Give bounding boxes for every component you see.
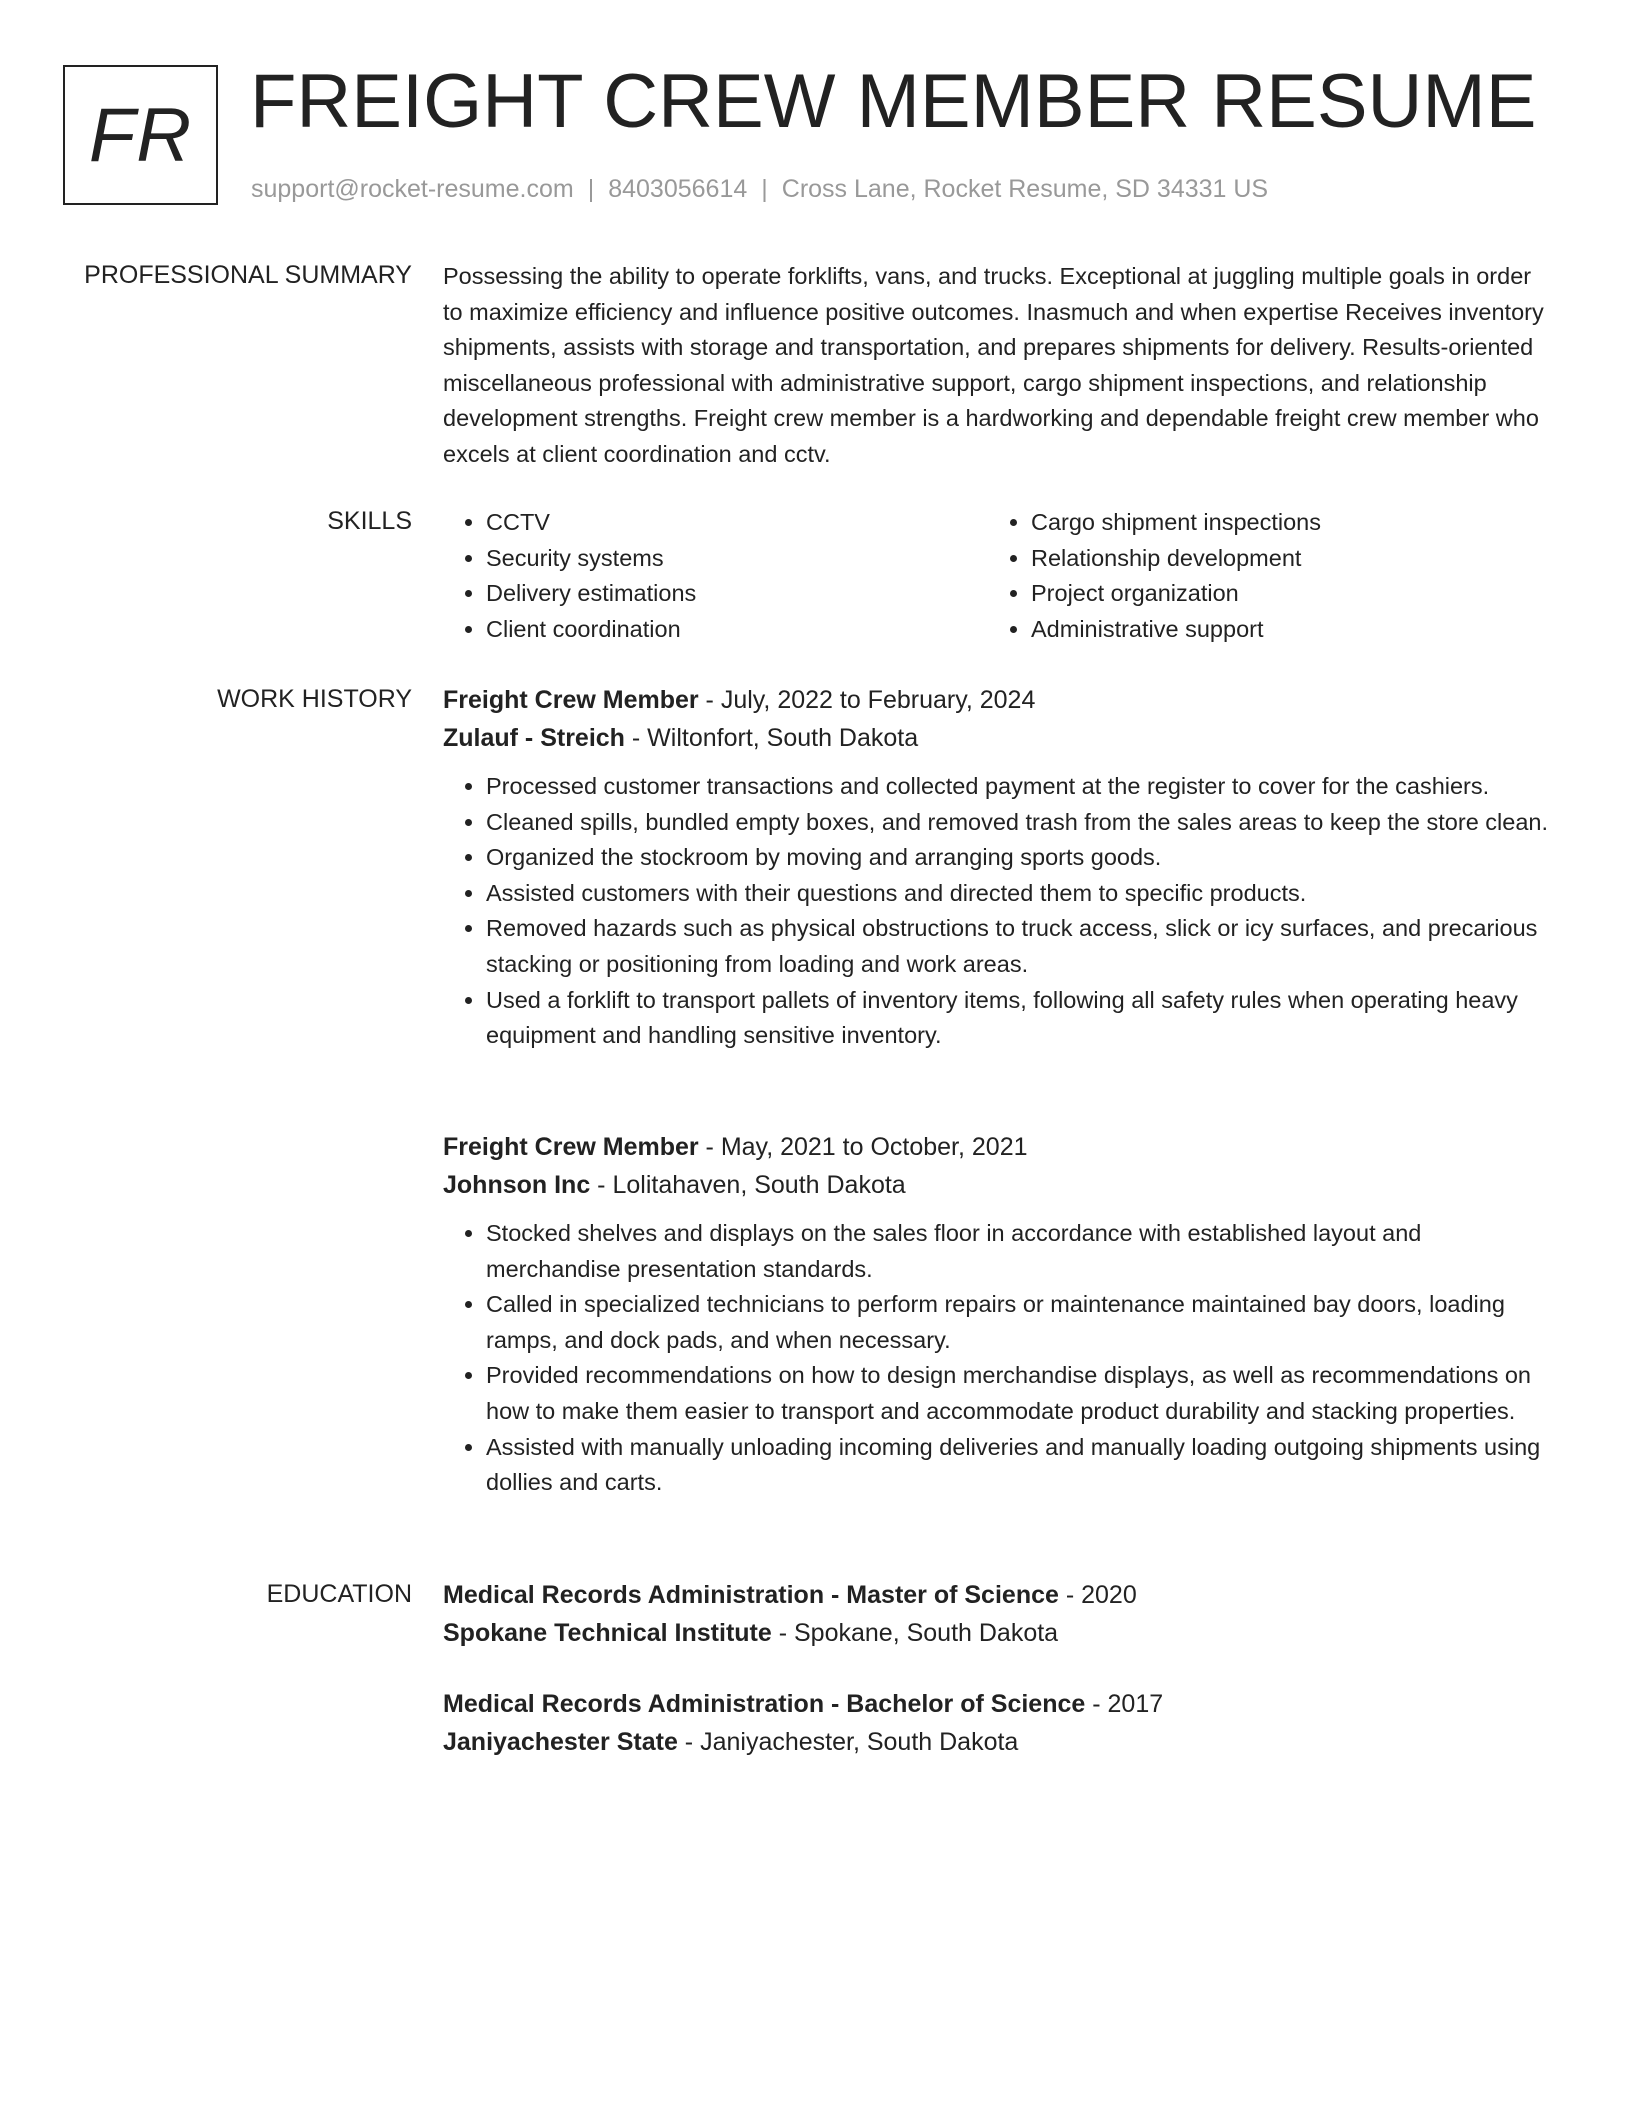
skills-label: SKILLS [327,507,412,535]
job-bullet: • Used a forklift to transport pallets of inventory items, following all safety rules when operating heavy equipment and handling sensitive inventory. [486,983,1553,1054]
job-bullet: • Provided recommendations on how to design merchandise displays, as well as recommendations on how to make them easier to transport and accommodate product durability and stacking properties. [486,1358,1553,1429]
education-school-line [443,1614,1553,1652]
job-dates: - July, 2022 to February, 2024 [698,686,1036,714]
skill-item: • Project organization [1031,576,1533,612]
job-company-line [443,1166,1553,1204]
job-bullet: • Organized the stockroom by moving and arranging sports goods. [486,840,1553,876]
skill-item: • Delivery estimations [486,576,988,612]
job-company-line [443,719,1553,757]
job-location: - Wiltonfort, South Dakota [624,724,919,752]
education-degree-line [443,1685,1553,1723]
contact-separator: | [587,175,595,203]
job-bullet: • Assisted with manually unloading incoming deliveries and manually loading outgoing shipments using dollies and carts. [486,1430,1553,1501]
education-label: EDUCATION [266,1580,412,1608]
summary-label: PROFESSIONAL SUMMARY [84,261,412,289]
job-company: Johnson Inc [443,1171,591,1199]
job-title-line [443,681,1553,719]
job-bullet: • Called in specialized technicians to perform repairs or maintenance maintained bay doors, loading ramps, and dock pads, and when necessary. [486,1287,1553,1358]
job-bullets [443,1216,1553,1501]
skill-item: • Client coordination [486,612,988,648]
job-title: Freight Crew Member [443,686,699,714]
job-title-line [443,1128,1553,1166]
contact-line [251,172,1268,206]
work-history-label: WORK HISTORY [217,685,412,713]
education-entry [443,1685,1553,1761]
job-bullet: • Assisted customers with their questions and directed them to specific products. [486,876,1553,912]
contact-address: Cross Lane, Rocket Resume, SD 34331 US [781,175,1269,203]
contact-email: support@rocket-resume.com [251,175,574,203]
job-entry [443,1128,1553,1501]
education-school-line [443,1723,1553,1761]
summary-text: Possessing the ability to operate forklifts, vans, and trucks. Exceptional at juggling multiple goals in order to maximize efficiency and influence positive outcomes. Inasmuch and when expertise Receives inventory shipments, assists with storage and transportation, and prepares shipments for delivery. Results-oriented miscellaneous professional with administrative support, cargo shipment inspections, and relationship development strengths. Freight crew member is a hardworking and dependable freight crew member who excels at client coordination and cctv. [443,263,1544,467]
education-location: - Spokane, South Dakota [771,1619,1059,1647]
resume-title: FREIGHT CREW MEMBER RESUME [250,59,1537,144]
job-company: Zulauf - Streich [443,724,625,752]
job-bullet: • Processed customer transactions and collected payment at the register to cover for the cashiers. [486,769,1553,805]
contact-separator: | [761,175,768,203]
job-title: Freight Crew Member [443,1133,699,1161]
skill-item: • Security systems [486,541,988,577]
skill-item: • Cargo shipment inspections [1031,505,1533,541]
skills-list-left [443,505,988,647]
job-bullet: • Cleaned spills, bundled empty boxes, and removed trash from the sales areas to keep the store clean. [486,805,1553,841]
education-degree-line [443,1576,1553,1614]
skills-grid [443,505,1553,647]
job-entry [443,681,1553,1054]
skills-list-right [988,505,1533,647]
education-school: Spokane Technical Institute [443,1619,772,1647]
skill-item: • Administrative support [1031,612,1533,648]
summary-body [443,259,1553,473]
job-location: - Lolitahaven, South Dakota [590,1171,906,1199]
monogram-logo: FR [63,65,218,205]
education-year: - 2020 [1058,1581,1137,1609]
skills-body [443,505,1553,647]
education-school: Janiyachester State [443,1728,678,1756]
skill-item: • Relationship development [1031,541,1533,577]
skill-item: • CCTV [486,505,988,541]
education-degree: Medical Records Administration - Bachelor of Science [443,1690,1086,1718]
job-bullet: • Removed hazards such as physical obstructions to truck access, slick or icy surfaces, and precarious stacking or positioning from loading and work areas. [486,911,1553,982]
contact-phone: 8403056614 [608,175,748,203]
education-location: - Janiyachester, South Dakota [677,1728,1019,1756]
job-bullets [443,769,1553,1054]
education-degree: Medical Records Administration - Master of Science [443,1581,1059,1609]
education-year: - 2017 [1085,1690,1164,1718]
education-entry [443,1576,1553,1652]
job-bullet: • Stocked shelves and displays on the sales floor in accordance with established layout and merchandise presentation standards. [486,1216,1553,1287]
job-dates: - May, 2021 to October, 2021 [698,1133,1028,1161]
